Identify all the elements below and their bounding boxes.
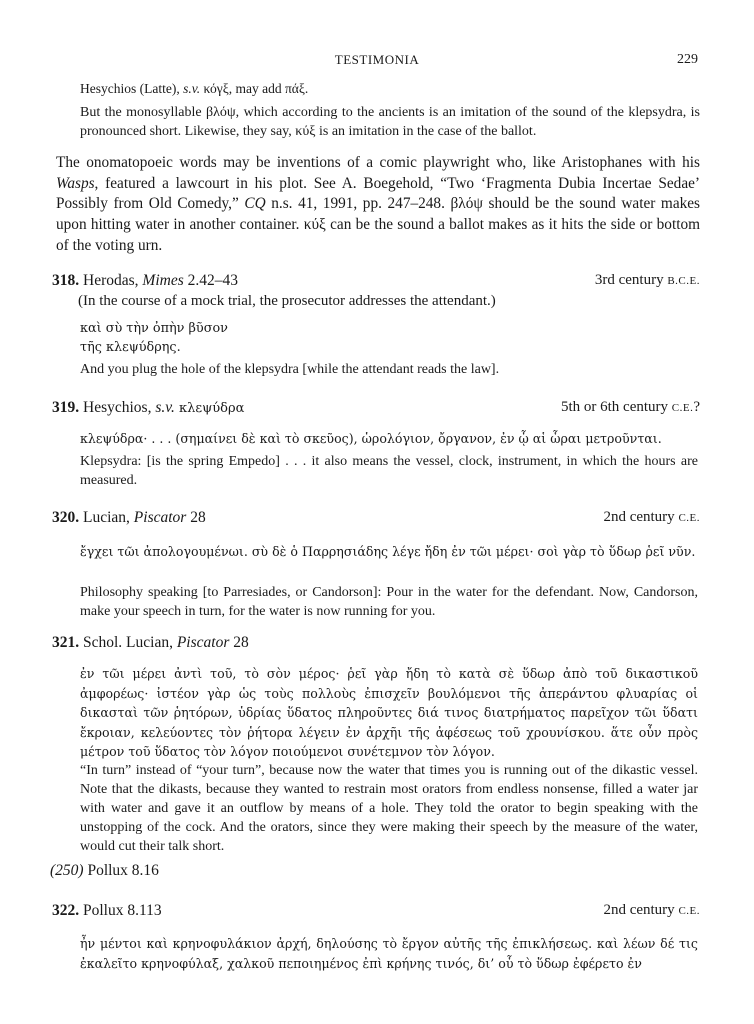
entry-322-heading: 322. Pollux 8.113 2nd century C.E. (52, 902, 700, 919)
entry-320-translation: Philosophy speaking [to Parresiades, or Candorson]: Pour in the water for the defendant. Now, Candorson, make your speech in turn, for the water is now running for you. (80, 585, 698, 619)
onomatopoeic-paragraph: The onomatopoeic words may be inventions of a comic playwright who, like Aristophanes with his Wasps, featured a lawcourt in his plot. See A. Boegehold, “Two ‘Fragmenta Dubia Incertae Sedae’ Possibly from Old Comedy,” CQ n.s. 41, 1991, pp. 247–248. βλόψ should be the sound water makes upon hitting water in another container. κύξ can be the sound a ballot makes as it hits the side or bottom of the voting urn. (56, 154, 701, 254)
entry-321-heading: 321. Schol. Lucian, Piscator 28 (52, 634, 249, 651)
hesychios-latte-line: Hesychios (Latte), s.v. κόγξ, may add πάξ. (80, 81, 309, 96)
running-title: TESTIMONIA (334, 52, 420, 67)
entry-321-translation: “In turn” instead of “your turn”, because now the water that times you is running out of the dikastic vessel. Note that the dikasts, because they wanted to restrain most orators from endless nonsense, filled a water jar with water and gave it an outflow by means of a hole. They told the orator to begin speaking with the unstopping of the cock. And the orators, since they were making their speech by the measure of the water, would cut their talk short. (80, 763, 698, 854)
entry-319-date: 5th or 6th century C.E.? (560, 399, 700, 415)
entry-319-heading: 319. Hesychios, s.v. κλεψύδρα 5th or 6th century C.E.? (52, 399, 700, 416)
entry-322-date: 2nd century C.E. (603, 902, 700, 918)
entry-320-heading: 320. Lucian, Piscator 28 2nd century C.E. (52, 509, 700, 526)
monosyllable-paragraph: But the monosyllable βλόψ, which according to the ancients is an imitation of the sound of the klepsydra, is pronounced short. Likewise, they say, κύξ is an imitation in the case of the ballot. (80, 105, 700, 139)
entry-318-translation: And you plug the hole of the klepsydra [while the attendant reads the law]. (80, 362, 500, 377)
entry-318-greek-line-1: καὶ σὺ τὴν ὀπὴν βῦσον (80, 321, 228, 336)
entry-318-intro: (In the course of a mock trial, the prosecutor addresses the attendant.) (78, 293, 496, 309)
entry-320-greek: ἔγχει τῶι ἀπολογουμένωι. σὺ δὲ ὁ Παρρησιάδης λέγε ἤδη ἐν τῶι μέρει· σοὶ γὰρ τὸ ὕδωρ ῥεῖ νῦν. (80, 544, 696, 559)
entry-318-heading: 318. Herodas, Mimes 2.42–43 3rd century B.C.E. (52, 272, 700, 289)
entry-318-greek-line-2: τῆς κλεψύδρης. (80, 340, 181, 355)
entry-322-greek: ἦν μέντοι καὶ κρηνοφυλάκιον ἀρχή, δηλούσης τὸ ἔργον αὐτῆς τῆς ἐπικλήσεως. καὶ λέων δέ τις ἐκαλεῖτο κρηνοφύλαξ, χαλκοῦ πεποιημένος ἐπὶ κρήνης τινός, δι’ οὗ τὸ ὕδωρ ἐφέρετο ἐν (80, 936, 698, 971)
entry-319-translation: Klepsydra: [is the spring Empedo] . . . it also means the vessel, clock, instrument, in which the hours are measured. (80, 454, 698, 488)
page-number: 229 (677, 52, 698, 67)
entry-321-greek: ἐν τῶι μέρει ἀντὶ τοῦ, τὸ σὸν μέρος· ῥεῖ γὰρ ἤδη τὸ κατὰ σὲ ὕδωρ ἀπὸ τοῦ δικαστικοῦ ἀμφορέως· ἰστέον γὰρ ὡς τοὺς πολλοὺς ἐπισχεῖν βουλόμενοι τῆς ἀπεράντου φλυαρίας οἱ δικασταὶ τῶν ῥητόρων, ὑδρίας ὕδατος πληροῦντες διά τινος διατρήματος παρεῖχον τῶι ὕδατι ἔκροιαν, κελεύοντες τὸν ῥήτορα λέγειν ἐν ἀρχῆι τῆς ἀφέσεως τοῦ χρουνίσκου. ἅτε οὖν πρὸς μέτρον τοῦ ὕδατος τὸν λόγον ποιούμενοι συνέτεμνον τὸν λόγον. (80, 666, 698, 759)
entry-319-greek: κλεψύδρα· . . . (σημαίνει δὲ καὶ τὸ σκεῦος), ὡρολόγιον, ὄργανον, ἐν ᾧ αἱ ὧραι μετροῦνται. (80, 431, 662, 446)
entry-318-date: 3rd century B.C.E. (594, 272, 700, 288)
cross-reference-250: (250) Pollux 8.16 (50, 862, 159, 879)
entry-320-date: 2nd century C.E. (603, 509, 700, 525)
running-head (0, 52, 754, 70)
